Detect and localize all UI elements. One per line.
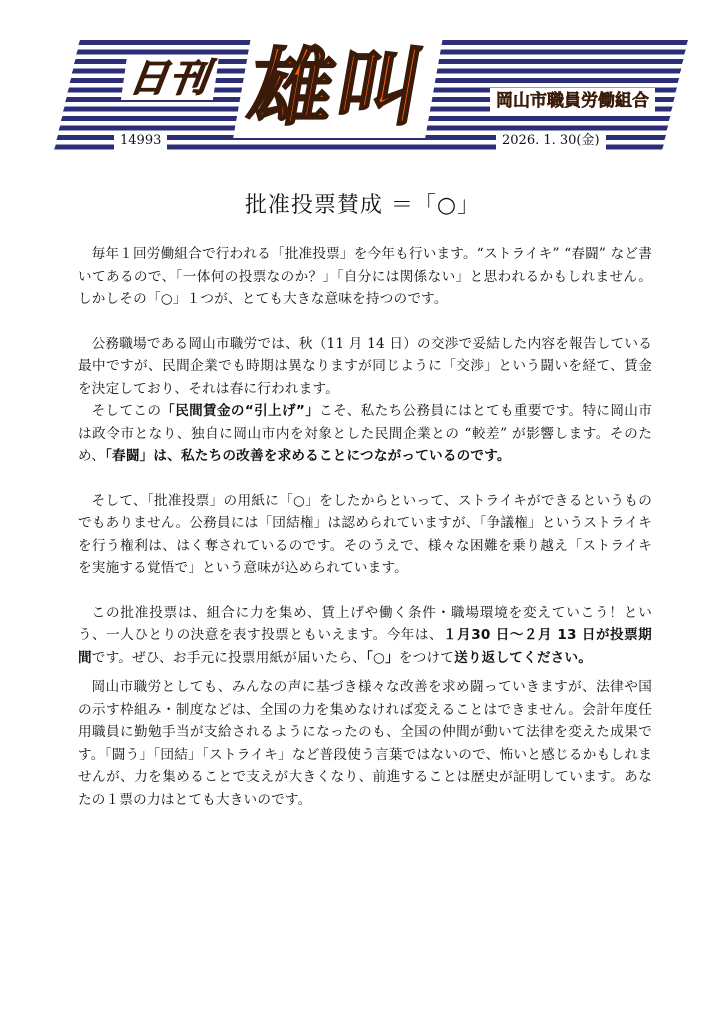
bold-text: １月30 日～２月 13 日が投票期間 — [78, 627, 652, 666]
paragraph-6 — [78, 676, 652, 811]
logo-nikkan: 日刊 — [121, 56, 219, 100]
body-text: です。ぜひ、お手元に投票用紙が届いたら、 — [91, 649, 367, 666]
body-text: この批准投票は、組合に力を集め、賃上げや働く条件・職場環境を変えていこう！という、一人ひとりの決意を表す投票ともいえます。今年は、 — [78, 604, 652, 643]
article-body — [78, 243, 652, 811]
logo-okebi: 雄叫 — [233, 38, 443, 138]
headline: 批准投票賛成 ＝「○」 — [244, 193, 481, 218]
paragraph-5 — [78, 602, 652, 670]
body-text: 公務職場である岡山市職労では、秋（11 月 14 日）の交渉で妥結した内容を報告している最中ですが、民間企業でも時期は異なりますが同じように「交渉」という闘いを経て、賃金を決定しており、それは春に行われます。 — [78, 335, 652, 397]
masthead — [52, 36, 690, 160]
bold-text: 「民間賃金の“引上げ”」 — [161, 403, 320, 419]
paragraph-1 — [78, 243, 652, 311]
issue-date: 2026. 1. 30(金) — [496, 132, 606, 150]
issue-number: 14993 — [114, 132, 167, 150]
body-text: をつけて — [398, 649, 455, 666]
paragraph-3 — [78, 400, 652, 468]
body-text: そして、「批准投票」の用紙に「○」をしたからといって、ストライキができるというものでもありません。公務員には「団結権」は認められていますが、「争議権」というストライキを行う権利は、はく奪されているのです。そのうえで、様々な困難を乗り越え「ストライキを実施する覚悟で」という意味が込められています。 — [78, 492, 652, 576]
bold-text: 送り返してください。 — [454, 649, 593, 666]
organization-name: 岡山市職員労働組合 — [490, 88, 655, 114]
body-text: 毎年１回労働組合で行われる「批准投票」を今年も行います。“ストライキ” “春闘” など書いてあるので、「一体何の投票なのか？」「自分には関係ない」と思われるかもしれません。しかしその「○」１つが、とても大きな意味を持つのです。 — [78, 246, 652, 307]
paragraph-4 — [78, 490, 652, 580]
body-text: こそ、私たち公務員にはとても重要です。特に岡山市は政令市となり、独自に岡山市内を対象とした民間企業との “較差” が影響します。そのため、 — [78, 403, 653, 464]
paragraph-2 — [78, 333, 652, 401]
bold-text: 「○」 — [366, 649, 399, 666]
bold-text: 「春闘」は、私たちの改善を求めることにつながっているのです。 — [105, 448, 511, 464]
body-text: そしてこの — [91, 403, 162, 419]
body-text: 岡山市職労としても、みんなの声に基づき様々な改善を求め闘っていきますが、法律や国の示す枠組み・制度などは、全国の力を集めなければ変えることはできません。会計年度任用職員に勤勉手当が支給されるようになったのも、全国の仲間が動いて法律を変えた成果です。「闘う」「団結」「ストライキ」など普段使う言葉ではないので、怖いと感じるかもしれませんが、力を集めることで支えが大きくなり、前進することは歴史が証明しています。あなたの１票の力はとても大きいのです。 — [78, 679, 652, 808]
